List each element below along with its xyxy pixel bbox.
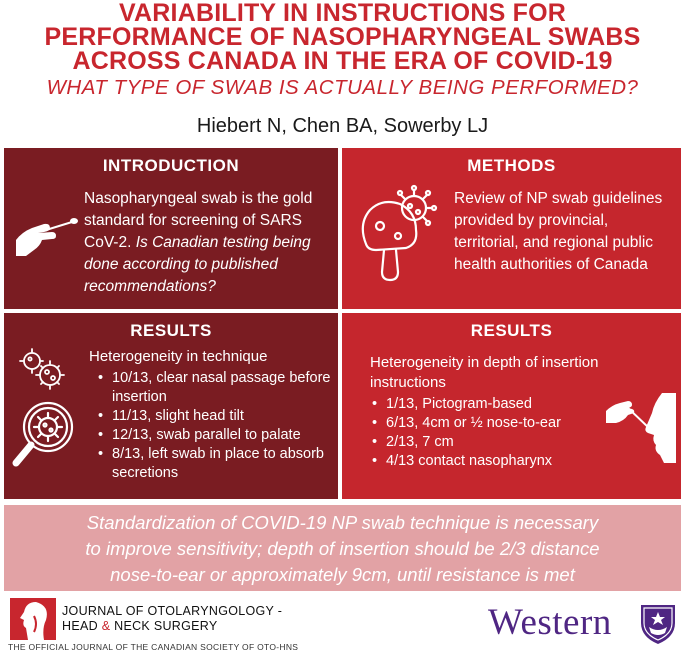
title-line-2: PERFORMANCE OF NASOPHARYNGEAL SWABS [44,23,641,51]
journal-neck: NECK SURGERY [110,619,218,633]
conclusion-banner [4,505,681,591]
introduction-text-italic: Is Canadian testing being done according to published recommendations? [84,234,311,295]
results-depth-list [370,395,620,471]
results-depth-heading: RESULTS [470,321,553,340]
list-item: • 6/13, 4cm or ½ nose-to-ear [370,414,620,433]
list-item: • 11/13, slight head tilt [96,407,338,426]
western-wordmark: Western [488,602,612,643]
nose-swab-icon [604,393,676,463]
conclusion-line-2: to improve sensitivity; depth of insertion should be 2/3 distance [85,538,600,559]
conclusion-line-3: nose-to-ear or approximately 9cm, until resistance is met [110,564,575,585]
virus-mushroom-icon [356,184,446,284]
introduction-text [84,188,334,298]
title-line-1: VARIABILITY IN INSTRUCTIONS FOR [119,0,566,27]
results-depth-panel [342,313,681,499]
list-item: • 8/13, left swab in place to absorb secretions [96,445,338,483]
subtitle: WHAT TYPE OF SWAB IS ACTUALLY BEING PERFORMED? [46,76,639,99]
list-item: • 2/13, 7 cm [370,433,620,452]
list-item: • 12/13, swab parallel to palate [96,426,338,445]
journal-subname [62,619,218,633]
list-item: • 10/13, clear nasal passage before insertion [96,369,338,407]
title-line-3: ACROSS CANADA IN THE ERA OF COVID-19 [72,47,613,75]
methods-heading: METHODS [467,156,556,175]
conclusion-line-1: Standardization of COVID-19 NP swab technique is necessary [86,512,599,533]
journal-name: JOURNAL OF OTOLARYNGOLOGY - [62,604,283,618]
list-item: • 1/13, Pictogram-based [370,395,620,414]
results-technique-lead: Heterogeneity in technique [89,348,268,365]
list-item: • 4/13 contact nasopharynx [370,452,620,471]
results-technique-heading: RESULTS [130,321,212,340]
authors: Hiebert N, Chen BA, Sowerby LJ [196,115,489,137]
methods-text: Review of NP swab guidelines provided by provincial, territorial, and regional public health authorities of Canada [454,190,663,273]
introduction-heading: INTRODUCTION [102,156,240,175]
swab-hand-icon [12,210,80,260]
journal-tagline: THE OFFICIAL JOURNAL OF THE CANADIAN SOCIETY OF OTO-HNS [8,642,299,652]
journal-ampersand: & [101,619,111,633]
results-technique-list [96,369,338,483]
introduction-panel [4,148,338,309]
introduction-text-plain: Nasopharyngeal swab is the gold standard for screening of SARS CoV-2. [84,190,313,251]
virus-cells-icon [16,347,68,391]
journal-head: HEAD [62,619,102,633]
western-crest-icon [639,603,677,645]
results-depth-lead: Heterogeneity in depth of insertion instructions [370,354,599,391]
methods-panel [342,148,681,309]
results-technique-panel [4,313,338,499]
magnifier-virus-icon [10,399,76,471]
journal-logo-icon [10,598,56,640]
